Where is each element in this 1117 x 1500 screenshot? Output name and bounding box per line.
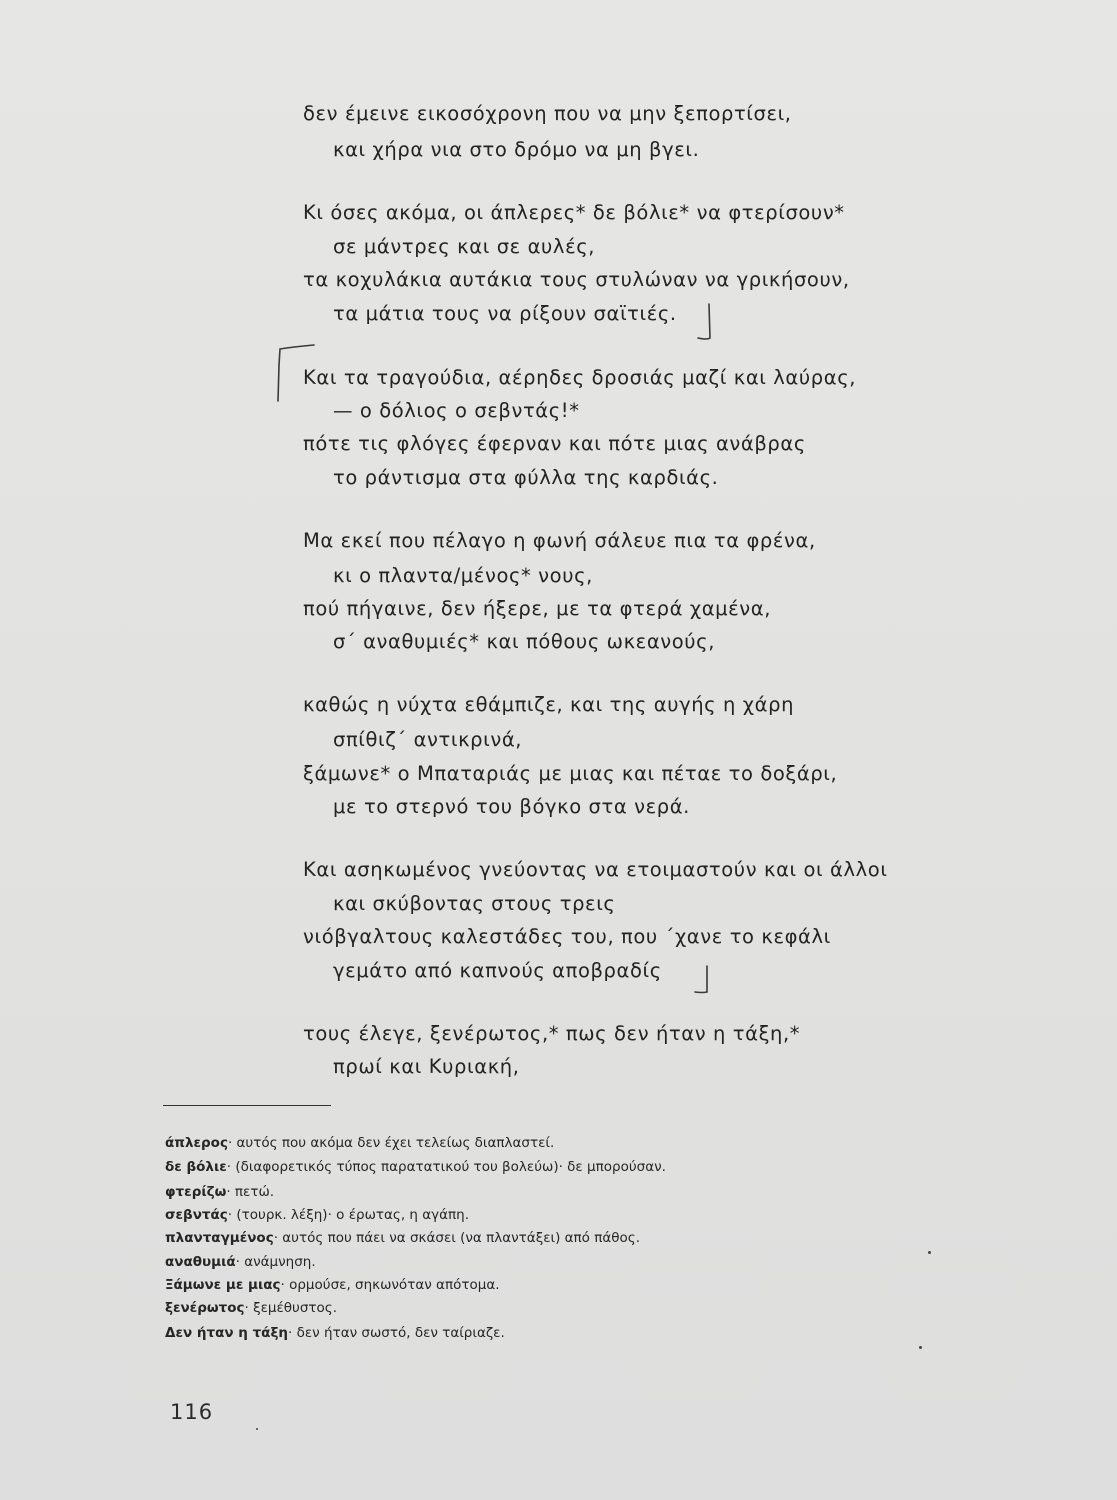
footnote-definition: · αυτός που πάει να σκάσει (να πλαντάξει) από πάθος. [273, 1230, 640, 1246]
footnote-definition: · (τουρκ. λέξη)· ο έρωτας, η αγάπη. [227, 1207, 470, 1223]
poem-line: πρωί και Κυριακή, [333, 1055, 520, 1078]
footnote-term: αναθυμιά [165, 1254, 236, 1270]
footnote-term: ξενέρωτος [165, 1300, 245, 1316]
poem-line: Και ασηκωμένος γνεύοντας να ετοιμαστούν και οι άλλοι [303, 858, 888, 881]
poem-line: νιόβγαλτους καλεστάδες του, που ΄χανε το κεφάλι [303, 925, 831, 948]
footnote-term: άπλερος [165, 1135, 228, 1151]
pencil-bracket-open-mark [268, 335, 328, 405]
footnote-item [165, 1232, 640, 1246]
footnote-item [165, 1279, 500, 1293]
poem-line: σπίθιζ΄ αντικρινά, [333, 728, 523, 751]
poem-line: και χήρα νια στο δρόμο να μη βγει. [333, 138, 700, 161]
footnote-item [165, 1137, 554, 1151]
footnote-term: Δεν ήταν η τάξη [165, 1325, 289, 1341]
footnote-definition: · δεν ήταν σωστό, δεν ταίριαζε. [288, 1325, 505, 1341]
poem-line: Κι όσες ακόμα, οι άπλερες* δε βόλιε* να φτερίσουν* [303, 201, 845, 224]
footnote-term: φτερίζω [165, 1184, 227, 1200]
poem-line: και σκύβοντας στους τρεις [333, 892, 616, 915]
poem-line: με το στερνό του βόγκο στα νερά. [333, 795, 690, 818]
poem-line: τους έλεγε, ξενέρωτος,* πως δεν ήταν η τάξη,* [303, 1022, 801, 1045]
footnote-definition: · πετώ. [226, 1184, 275, 1200]
page-number: 116 [170, 1400, 214, 1424]
poem-line: τα κοχυλάκια αυτάκια τους στυλώναν να γρικήσουν, [303, 268, 850, 291]
footnote-term: Ξάμωνε με μιας [165, 1277, 281, 1293]
pencil-bracket-close-mark [690, 962, 720, 1002]
footnote-divider [163, 1105, 331, 1106]
poem-line: τα μάτια τους να ρίξουν σαϊτιές. [333, 302, 677, 325]
footnote-item [165, 1256, 316, 1270]
poem-line: κι ο πλαντα/μένος* νους, [333, 564, 593, 587]
poem-line: το ράντισμα στα φύλλα της καρδιάς. [333, 466, 719, 489]
footnote-definition: · ξεμέθυστος. [244, 1300, 338, 1316]
pencil-bracket-close-mark [695, 300, 725, 350]
footnote-definition: · ορμούσε, σηκωνόταν απότομα. [280, 1277, 500, 1293]
footnote-item [165, 1161, 666, 1175]
footnote-definition: · ανάμνηση. [235, 1254, 316, 1270]
footnote-item [165, 1327, 505, 1341]
poem-line: πότε τις φλόγες έφερναν και πότε μιας ανάβρας [303, 432, 806, 455]
dust-speck [928, 1251, 931, 1254]
footnote-item [165, 1209, 469, 1223]
dust-speck [919, 1346, 922, 1349]
footnote-definition: · αυτός που ακόμα δεν έχει τελείως διαπλαστεί. [227, 1135, 555, 1151]
poem-line: δεν έμεινε εικοσόχρονη που να μην ξεπορτίσει, [303, 102, 792, 125]
poem-line: σ΄ αναθυμιές* και πόθους ωκεανούς, [333, 630, 716, 653]
poem-line: Μα εκεί που πέλαγο η φωνή σάλευε πια τα φρένα, [303, 529, 816, 552]
poem-line: σε μάντρες και σε αυλές, [333, 235, 596, 258]
poem-line: Και τα τραγούδια, αέρηδες δροσιάς μαζί και λαύρας, [303, 366, 857, 389]
footnote-item [165, 1186, 274, 1200]
footnote-item [165, 1302, 337, 1316]
poem-line: ξάμωνε* ο Μπαταριάς με μιας και πέταε το δοξάρι, [303, 762, 838, 785]
poem-line: — ο δόλιος ο σεβντάς!* [333, 399, 580, 422]
dust-speck [256, 1428, 258, 1430]
footnote-term: πλανταγμένος [165, 1230, 274, 1246]
poem-line: γεμάτο από καπνούς αποβραδίς [333, 959, 662, 982]
footnote-definition: · (διαφορετικός τύπος παρατατικού του βολεύω)· δε μπορούσαν. [226, 1159, 666, 1175]
poem-line: καθώς η νύχτα εθάμπιζε, και της αυγής η χάρη [303, 693, 795, 716]
footnote-term: σεβντάς [165, 1207, 228, 1223]
footnote-term: δε βόλιε [165, 1159, 227, 1175]
poem-line: πού πήγαινε, δεν ήξερε, με τα φτερά χαμένα, [303, 597, 772, 620]
